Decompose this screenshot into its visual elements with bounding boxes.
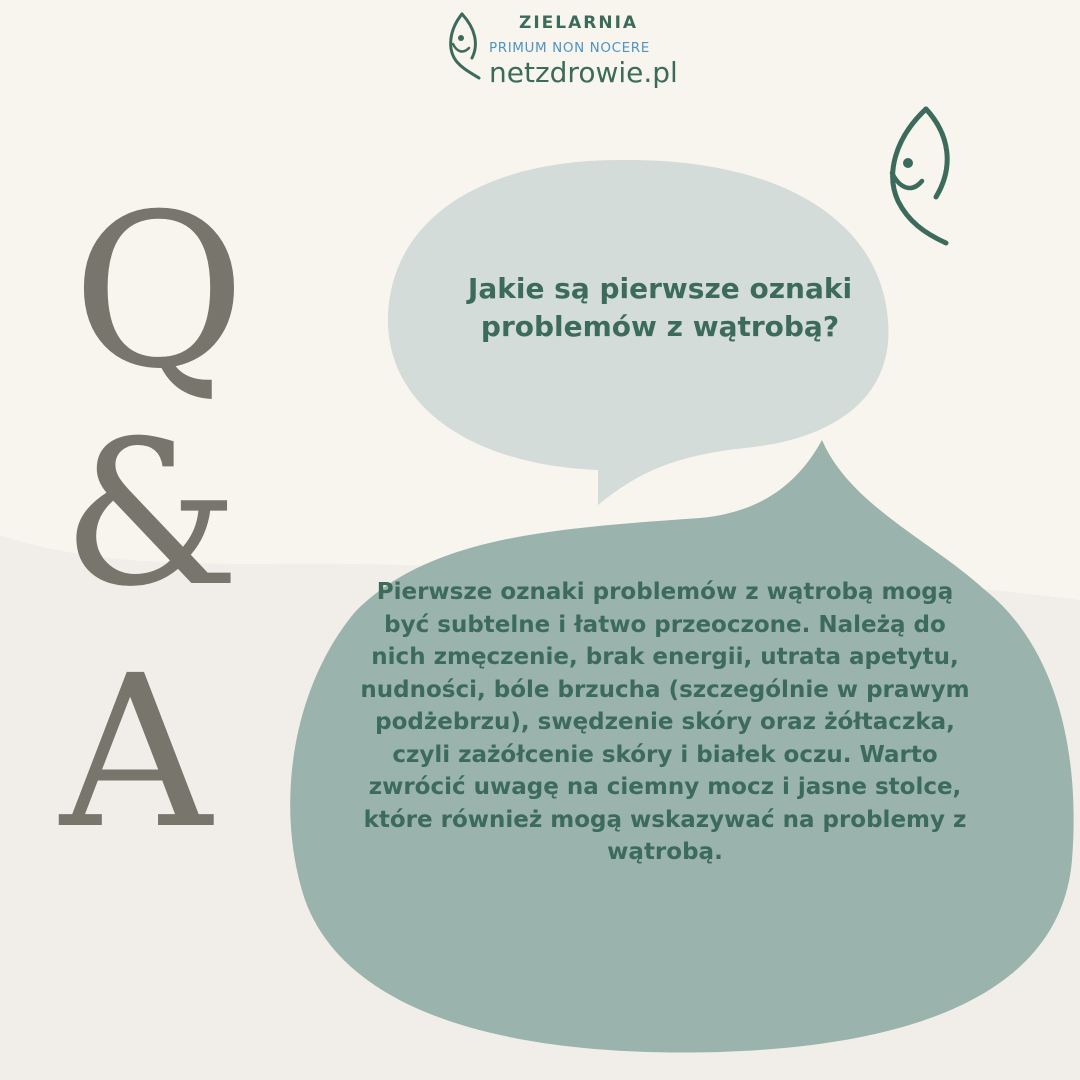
letter-ampersand: & <box>62 398 241 631</box>
letter-a: A <box>60 630 212 875</box>
brand-site: netzdrowie.pl <box>489 56 678 89</box>
leaf-person-icon <box>445 10 485 82</box>
question-text: Jakie są pierwsze oznaki problemów z wątrobą? <box>467 272 853 343</box>
brand-logo <box>445 10 678 90</box>
letter-q: Q <box>72 168 246 415</box>
leaf-person-icon <box>880 105 955 250</box>
answer-text: Pierwsze oznaki problemów z wątrobą mogą być subtelne i łatwo przeoczone. Należą do nich zmęczenie, brak energii, utrata apetytu, nudności, bóle brzucha (szczególnie w prawym podżebrzu), swędzenie skóry oraz żółtaczka, czyli zażółcenie skóry i białek oczu. Warto zwrócić uwagę na ciemny mocz i jasne stolce, które również mogą wskazywać na problemy z wątrobą. <box>360 579 970 865</box>
brand-name: ZIELARNIA <box>519 13 639 33</box>
brand-tagline: PRIMUM NON NOCERE <box>489 40 650 56</box>
